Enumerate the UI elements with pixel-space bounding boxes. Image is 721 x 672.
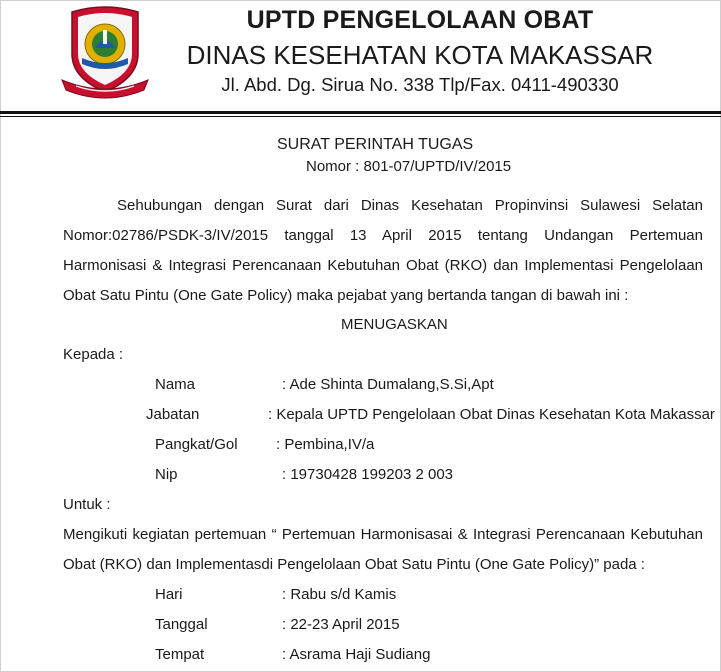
jabatan-label: Jabatan (146, 406, 200, 423)
letterhead-address: Jl. Abd. Dg. Sirua No. 338 Tlp/Fax. 0411-490330 (221, 74, 619, 95)
makassar-city-emblem-icon (58, 2, 152, 100)
letter-number: Nomor : 801-07/UPTD/IV/2015 (306, 158, 512, 175)
intro-line-4: Obat Satu Pintu (One Gate Policy) maka pejabat yang bertanda tangan di bawah ini : (63, 287, 629, 304)
nip-value: : 19730428 199203 2 003 (282, 466, 453, 483)
hari-value: : Rabu s/d Kamis (282, 586, 397, 603)
kepada-label: Kepada : (63, 346, 124, 363)
purpose-line-2: Obat (RKO) dan Implementasdi Pengelolaan Obat Satu Pintu (One Gate Policy)” pada : (63, 556, 645, 573)
letterhead-agency: DINAS KESEHATAN KOTA MAKASSAR (186, 40, 654, 70)
intro-line-1: Sehubungan dengan Surat dari Dinas Kesehatan Propinvinsi Sulawesi Selatan (117, 197, 703, 214)
nama-label: Nama (155, 376, 196, 393)
letterhead-title: UPTD PENGELOLAAN OBAT (246, 6, 594, 34)
nip-label: Nip (155, 466, 178, 483)
nama-value: : Ade Shinta Dumalang,S.Si,Apt (282, 376, 494, 393)
hari-label: Hari (155, 586, 183, 603)
pangkat-value: : Pembina,IV/a (276, 436, 375, 453)
purpose-line-1: Mengikuti kegiatan pertemuan “ Pertemuan Harmonisasai & Integrasi Perencanaan Kebutuhan (63, 526, 703, 543)
jabatan-value: : Kepala UPTD Pengelolaan Obat Dinas Kesehatan Kota Makassar (268, 406, 715, 423)
untuk-label: Untuk : (63, 496, 111, 513)
pangkat-label: Pangkat/Gol (155, 436, 238, 453)
intro-line-3: Harmonisasi & Integrasi Perencanaan Kebutuhan Obat (RKO) dan Implementasi Pengelolaan (63, 257, 703, 274)
tanggal-label: Tanggal (155, 616, 208, 633)
intro-line-2: Nomor:02786/PSDK-3/IV/2015 tanggal 13 April 2015 tentang Undangan Pertemuan (63, 227, 703, 244)
directive: MENUGASKAN (341, 316, 448, 333)
header-rule-thin (0, 116, 721, 117)
tanggal-value: : 22-23 April 2015 (282, 616, 400, 633)
tempat-label: Tempat (155, 646, 205, 663)
letter-title: SURAT PERINTAH TUGAS (277, 136, 474, 153)
header-rule-thick (0, 111, 721, 114)
tempat-value: : Asrama Haji Sudiang (282, 646, 431, 663)
